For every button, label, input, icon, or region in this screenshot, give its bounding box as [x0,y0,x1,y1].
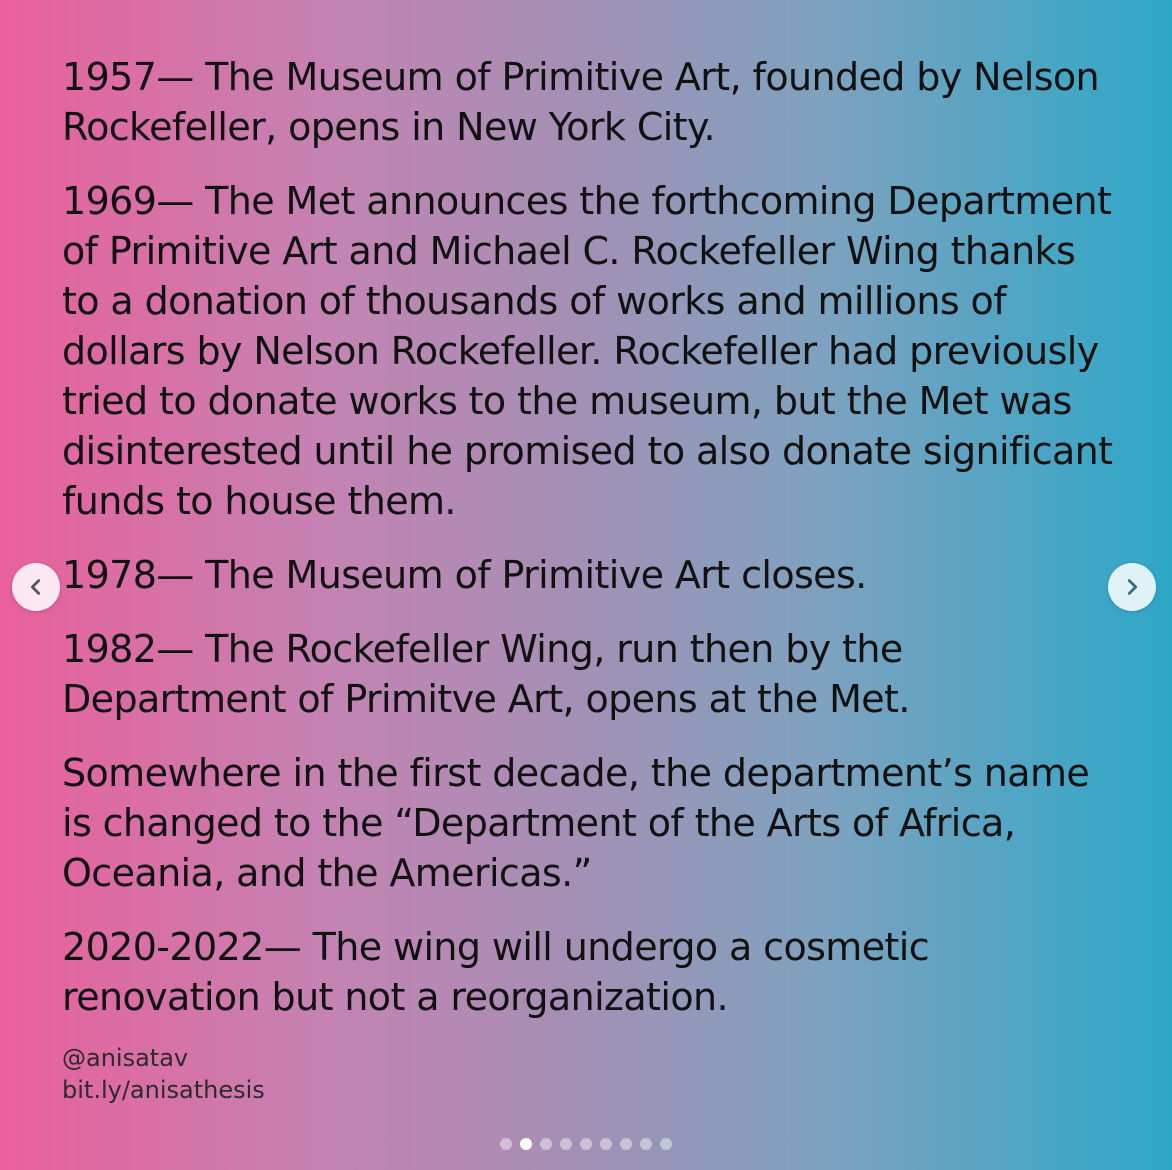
next-slide-button[interactable] [1108,563,1156,611]
timeline-entry-1957: 1957— The Museum of Primitive Art, founded by Nelson Rockefeller, opens in New York City. [62,55,1100,149]
timeline-entry-1969: 1969— The Met announces the forthcoming Department of Primitive Art and Michael C. Rockefeller Wing thanks to a donation of thousands of works and millions of dollars by Nelson Rockefeller. Rockefeller had previously tried to donate works to the museum, but the Met was disinterested until he promised to also donate significant funds to house them. [62,179,1113,523]
pagination-dot[interactable] [500,1138,512,1150]
timeline-entry-1982: 1982— The Rockefeller Wing, run then by the Department of Primitve Art, opens at the Met. [62,627,910,721]
timeline-entry-2020: 2020-2022— The wing will undergo a cosmetic renovation but not a reorganization. [62,925,930,1019]
timeline-entry-1978: 1978— The Museum of Primitive Art closes. [62,553,867,597]
timeline [62,52,1122,1022]
pagination-dot[interactable] [620,1138,632,1150]
pagination-dot[interactable] [640,1138,652,1150]
previous-slide-button[interactable] [12,563,60,611]
pagination-dot[interactable] [600,1138,612,1150]
pagination-dot[interactable] [660,1138,672,1150]
pagination-dot[interactable] [580,1138,592,1150]
pagination-dot[interactable] [540,1138,552,1150]
pagination-dot[interactable] [560,1138,572,1150]
chevron-right-icon [1121,576,1143,598]
timeline-entry-name-change: Somewhere in the first decade, the department’s name is changed to the “Department of the Arts of Africa, Oceania, and the Americas.” [62,751,1090,895]
thesis-link[interactable]: bit.ly/anisathesis [62,1076,265,1104]
pagination-dot[interactable] [520,1138,532,1150]
pagination-dots [0,1138,1172,1150]
author-handle: @anisatav [62,1044,189,1072]
chevron-left-icon [25,576,47,598]
credits [62,1042,265,1106]
